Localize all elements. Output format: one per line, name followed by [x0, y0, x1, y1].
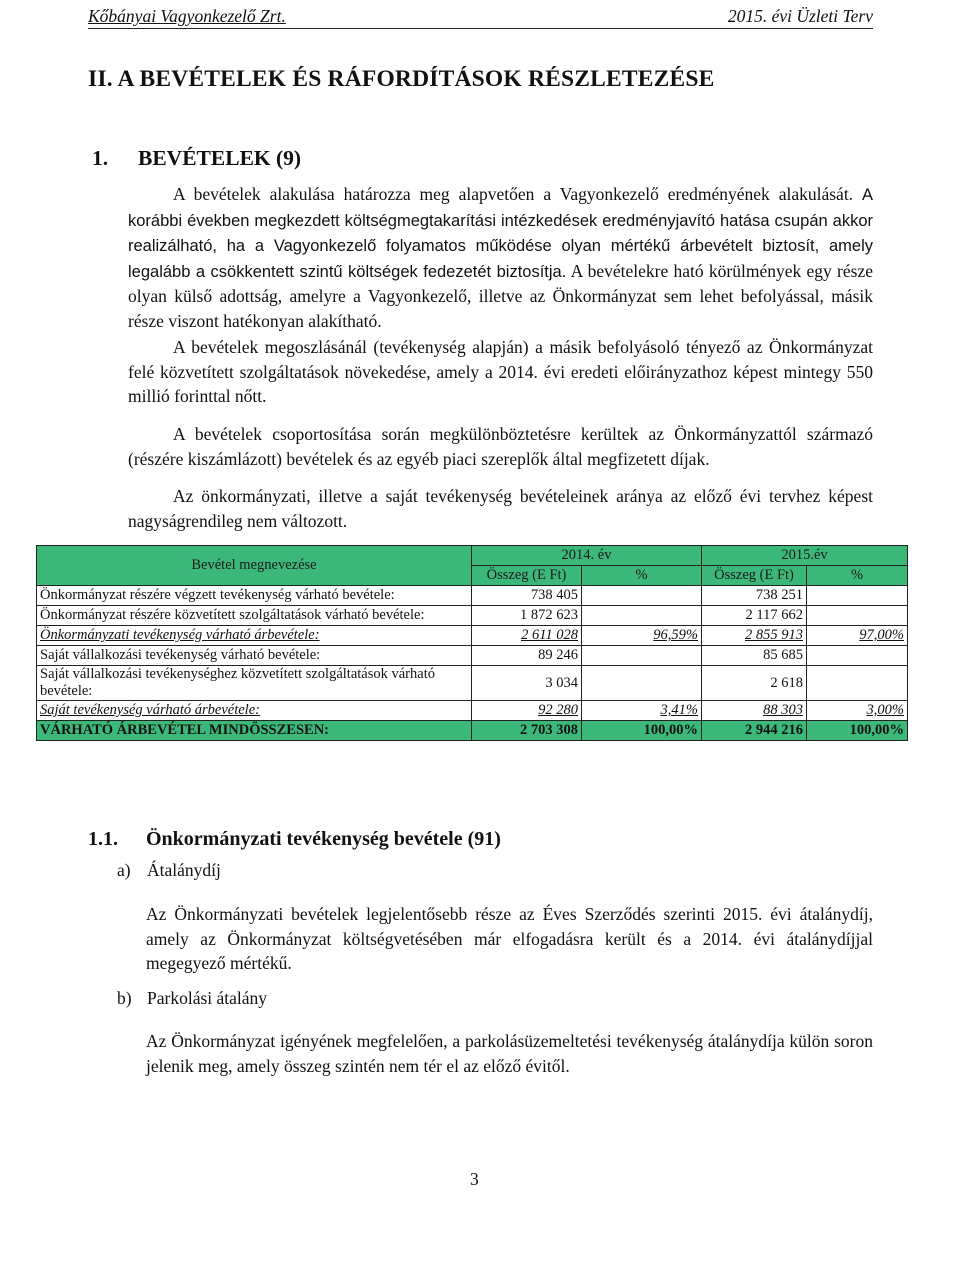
row-pct-2015: 3,00% [807, 701, 908, 721]
item-b-title: Parkolási átalány [147, 988, 268, 1008]
row-pct-2015 [807, 666, 908, 701]
row-name: Önkormányzat részére közvetített szolgáltatások várható bevétele: [37, 606, 472, 626]
table-row [37, 606, 908, 626]
row-name: VÁRHATÓ ÁRBEVÉTEL MINDÖSSZESEN: [37, 721, 472, 741]
row-amount-2014: 89 246 [472, 646, 582, 666]
row-amount-2015: 2 855 913 [702, 626, 807, 646]
page-header [88, 6, 873, 29]
row-name: Saját vállalkozási tevékenység várható bevétele: [37, 646, 472, 666]
row-amount-2014: 2 703 308 [472, 721, 582, 741]
header-pct-2015: % [807, 566, 908, 586]
row-name: Saját vállalkozási tevékenységhez közvetített szolgáltatások várható bevétele: [37, 666, 472, 701]
paragraph-ratio: Az önkormányzati, illetve a saját tevékenység bevételeinek aránya az előző évi tervhez képest nagyságrendileg nem változott. [128, 486, 873, 531]
item-a-label: a) [117, 860, 131, 880]
row-pct-2015: 100,00% [807, 721, 908, 741]
row-pct-2014 [582, 646, 702, 666]
table-row [37, 646, 908, 666]
header-pct-2014: % [582, 566, 702, 586]
row-amount-2014: 1 872 623 [472, 606, 582, 626]
header-year-2015: 2015.év [702, 546, 908, 566]
paragraph-grouping: A bevételek csoportosítása során megkülönböztetésre kerültek az Önkormányzattól származó (részére kiszámlázott) bevételek és az egyéb piaci szereplők által megfizetett díjak. [128, 424, 873, 469]
paragraph-distribution: A bevételek megoszlásánál (tevékenység alapján) a másik befolyásoló tényező az Önkormányzat felé közvetített szolgáltatások növekedése, amely a 2014. évi eredeti előirányzathoz képest mintegy 550 millió forinttal nőtt. [128, 337, 873, 406]
row-amount-2015: 2 117 662 [702, 606, 807, 626]
row-amount-2014: 738 405 [472, 586, 582, 606]
table-subtotal-row [37, 701, 908, 721]
revenue-table [36, 545, 908, 741]
table-total-row [37, 721, 908, 741]
row-pct-2014: 3,41% [582, 701, 702, 721]
row-amount-2014: 3 034 [472, 666, 582, 701]
page-number: 3 [470, 1169, 479, 1189]
header-amount-2015: Összeg (E Ft) [702, 566, 807, 586]
header-company: Kőbányai Vagyonkezelő Zrt. [88, 6, 286, 26]
row-amount-2014: 2 611 028 [472, 626, 582, 646]
row-name: Önkormányzat részére végzett tevékenység várható bevétele: [37, 586, 472, 606]
intro-sans: A korábbi években megkezdett költségmegtakarítási intézkedések eredményjavító hatása csupán akkor realizálható, ha a Vagyonkezelő folyamatos működése olyan mértékű árbevételt biztosít, amely legalább a csökkentett szintű költségek fedezetét biztosítja. [128, 186, 874, 281]
intro-serif-b: A bevételekre ható körülmények egy része olyan külső adottság, amelyre a Vagyonkezelő, illetve az Önkormányzat sem lehet befolyással, másik része viszont hatékonyan alakítható. [128, 260, 873, 331]
subsection-1-1-title: Önkormányzati tevékenység bevétele (91) [146, 828, 501, 850]
row-amount-2015: 2 944 216 [702, 721, 807, 741]
subsection-number: 1. [92, 146, 109, 170]
row-pct-2015 [807, 646, 908, 666]
row-amount-2015: 2 618 [702, 666, 807, 701]
item-b-label: b) [117, 988, 132, 1008]
table-row [37, 666, 908, 701]
subsection-heading [92, 146, 301, 171]
table-header-row [37, 546, 908, 566]
header-amount-2014: Összeg (E Ft) [472, 566, 582, 586]
row-pct-2014 [582, 606, 702, 626]
row-pct-2014 [582, 586, 702, 606]
row-pct-2014: 100,00% [582, 721, 702, 741]
subsection-1-1-number: 1.1. [88, 828, 118, 850]
row-name: Önkormányzati tevékenység várható árbevétele: [37, 626, 472, 646]
row-amount-2014: 92 280 [472, 701, 582, 721]
paragraph-intro [128, 182, 873, 333]
item-a-title: Átalánydíj [147, 860, 221, 880]
header-year-2014: 2014. év [472, 546, 702, 566]
item-a-text: Az Önkormányzati bevételek legjelentősebb része az Éves Szerződés szerinti 2015. évi átalánydíj, amely az Önkormányzat költségvetésében már elfogadásra került és a 2014. évi átalánydíjjal megegyező mértékű. [146, 904, 873, 973]
item-b-heading [117, 988, 267, 1009]
row-amount-2015: 738 251 [702, 586, 807, 606]
table-row [37, 586, 908, 606]
row-pct-2015 [807, 586, 908, 606]
row-pct-2014: 96,59% [582, 626, 702, 646]
subsection-title: BEVÉTELEK (9) [138, 146, 302, 170]
table-subtotal-row [37, 626, 908, 646]
section-title: II. A BEVÉTELEK ÉS RÁFORDÍTÁSOK RÉSZLETEZÉSE [88, 66, 715, 92]
item-a-heading [117, 860, 221, 881]
subsection-1-1-heading [88, 828, 501, 851]
row-name: Saját tevékenység várható árbevétele: [37, 701, 472, 721]
header-name: Bevétel megnevezése [37, 546, 472, 586]
row-amount-2015: 88 303 [702, 701, 807, 721]
header-document-title: 2015. évi Üzleti Terv [727, 6, 873, 26]
intro-serif: A bevételek alakulása határozza meg alapvetően a Vagyonkezelő eredményének alakulását. [173, 184, 854, 204]
row-pct-2014 [582, 666, 702, 701]
row-amount-2015: 85 685 [702, 646, 807, 666]
row-pct-2015: 97,00% [807, 626, 908, 646]
row-pct-2015 [807, 606, 908, 626]
item-b-text: Az Önkormányzat igényének megfelelően, a parkolásüzemeltetési tevékenység átalánydíja külön soron jelenik meg, amely összeg szintén nem tér el az előző évitől. [146, 1031, 873, 1076]
